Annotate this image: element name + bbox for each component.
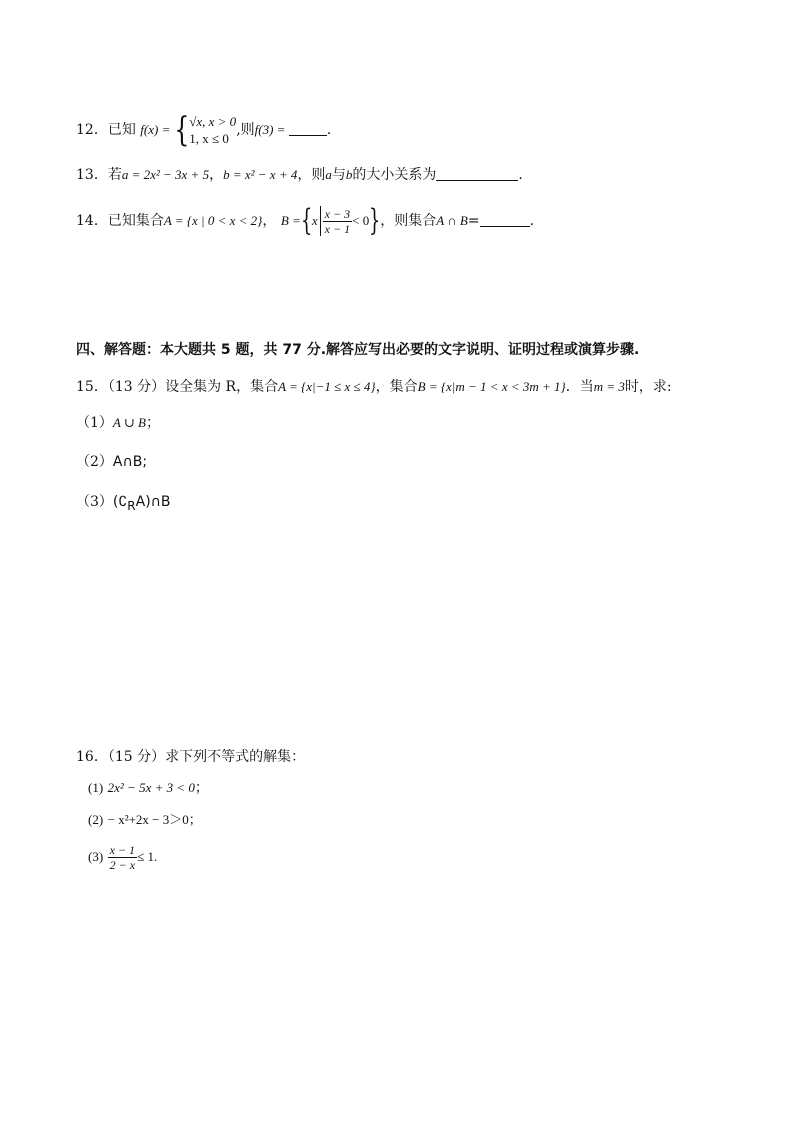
q15-p2-expr: A∩B; xyxy=(112,454,148,470)
q16-part-1 xyxy=(88,778,209,798)
question-16-stem: 16．（15 分）求下列不等式的解集： xyxy=(76,749,306,765)
q15-p2-label: （2） xyxy=(76,454,113,470)
q13-answer-blank[interactable] xyxy=(436,166,518,181)
q15-p3-expr-b: A)∩B xyxy=(135,494,171,510)
q16-p3-rhs: ≤ 1. xyxy=(137,849,158,864)
q16-part-3 xyxy=(88,840,157,874)
q16-p1-end: ； xyxy=(194,780,209,796)
section-4-heading: 四、解答题：本大题共 5 题，共 77 分.解答应写出必要的文字说明、证明过程或演算步骤. xyxy=(76,342,640,358)
q12-f3: f(3) = xyxy=(254,122,289,137)
q15-part-2 xyxy=(76,452,147,472)
q15-stem-c: ．当 xyxy=(565,379,594,395)
q14-number: 14． xyxy=(76,213,108,229)
q15-a-expr: A = {x|−1 ≤ x ≤ 4} xyxy=(278,379,376,394)
q16-part-2 xyxy=(88,810,202,830)
q14-a-expr: A = {x | 0 < x < 2} xyxy=(163,213,263,228)
q14-left-brace: { xyxy=(300,203,313,238)
q15-p3-label: （3） xyxy=(76,494,113,510)
q14-eq: = xyxy=(467,213,480,229)
question-13 xyxy=(76,165,523,185)
q15-part-1 xyxy=(76,413,160,433)
q15-b-expr: B = {x|m − 1 < x < 3m + 1} xyxy=(417,379,566,394)
q13-then: ，则 xyxy=(297,167,326,183)
q15-p3-expr-a: (∁ xyxy=(112,494,128,510)
q12-case-1: √x, x > 0 xyxy=(189,114,237,129)
q15-stem-a: 15．（13 分）设全集为 R，集合 xyxy=(76,379,279,395)
q15-stem-d: 时，求: xyxy=(624,379,672,395)
q16-p3-num: x − 1 xyxy=(109,842,136,857)
q13-relation: 的大小关系为 xyxy=(352,167,437,183)
q14-right-brace: } xyxy=(369,203,381,238)
q14-b-lhs: B = xyxy=(280,213,301,228)
q12-case-2: 1, x ≤ 0 xyxy=(189,131,229,146)
q15-p1-label: （1） xyxy=(76,415,113,431)
question-15-stem xyxy=(76,377,672,397)
q14-answer-blank[interactable] xyxy=(480,212,530,227)
q13-end: . xyxy=(518,167,523,183)
q16-p3-label: (3) xyxy=(88,849,104,864)
q12-lead: 已知 xyxy=(107,122,136,138)
q13-a-expr: a = 2x² − 3x + 5 xyxy=(121,167,210,182)
q14-lead: 已知集合 xyxy=(107,213,164,229)
q13-sep: ， xyxy=(209,167,224,183)
q14-fraction xyxy=(323,207,352,236)
q14-frac-num: x − 3 xyxy=(324,206,351,221)
q12-brace: { xyxy=(173,110,189,150)
q13-lead: 若 xyxy=(107,167,122,183)
q13-b: b xyxy=(345,167,353,182)
q13-number: 13． xyxy=(76,167,108,183)
q15-p3-sub: R xyxy=(127,498,136,513)
q14-then: ，则集合 xyxy=(380,213,437,229)
q13-a: a xyxy=(325,167,332,182)
q16-p1-label: (1) xyxy=(88,780,104,795)
q13-b-expr: b = x² − x + 4 xyxy=(223,167,298,182)
q12-cases xyxy=(189,113,236,147)
q15-p1-expr: A ∪ B xyxy=(112,415,146,430)
q15-m-expr: m = 3 xyxy=(593,379,625,394)
q15-p1-end: ； xyxy=(145,415,160,431)
q13-and: 与 xyxy=(331,167,346,183)
q14-ab: A ∩ B xyxy=(436,213,468,228)
question-12 xyxy=(76,110,332,150)
q14-x: x xyxy=(311,213,318,228)
q12-then: ,则 xyxy=(236,122,255,138)
q16-p3-den: 2 − x xyxy=(109,857,136,872)
q14-end: . xyxy=(529,213,535,229)
q16-p2-expr: − x²+2x − 3＞0； xyxy=(107,812,202,827)
q14-sep: ， xyxy=(262,213,277,229)
q14-lt0: < 0 xyxy=(352,213,370,228)
q15-part-3 xyxy=(76,492,171,516)
question-14 xyxy=(76,203,534,239)
q14-divider xyxy=(320,206,321,236)
q15-stem-b: ，集合 xyxy=(375,379,418,395)
q16-p1-expr: 2x² − 5x + 3 < 0 xyxy=(107,780,195,795)
q16-p3-fraction xyxy=(108,843,137,872)
q14-frac-den: x − 1 xyxy=(324,221,351,236)
q12-fx: f(x) = xyxy=(140,122,174,137)
q12-answer-blank[interactable] xyxy=(289,121,327,136)
q12-number: 12． xyxy=(76,122,108,138)
q12-end: . xyxy=(326,122,332,138)
q16-p2-label: (2) xyxy=(88,812,104,827)
